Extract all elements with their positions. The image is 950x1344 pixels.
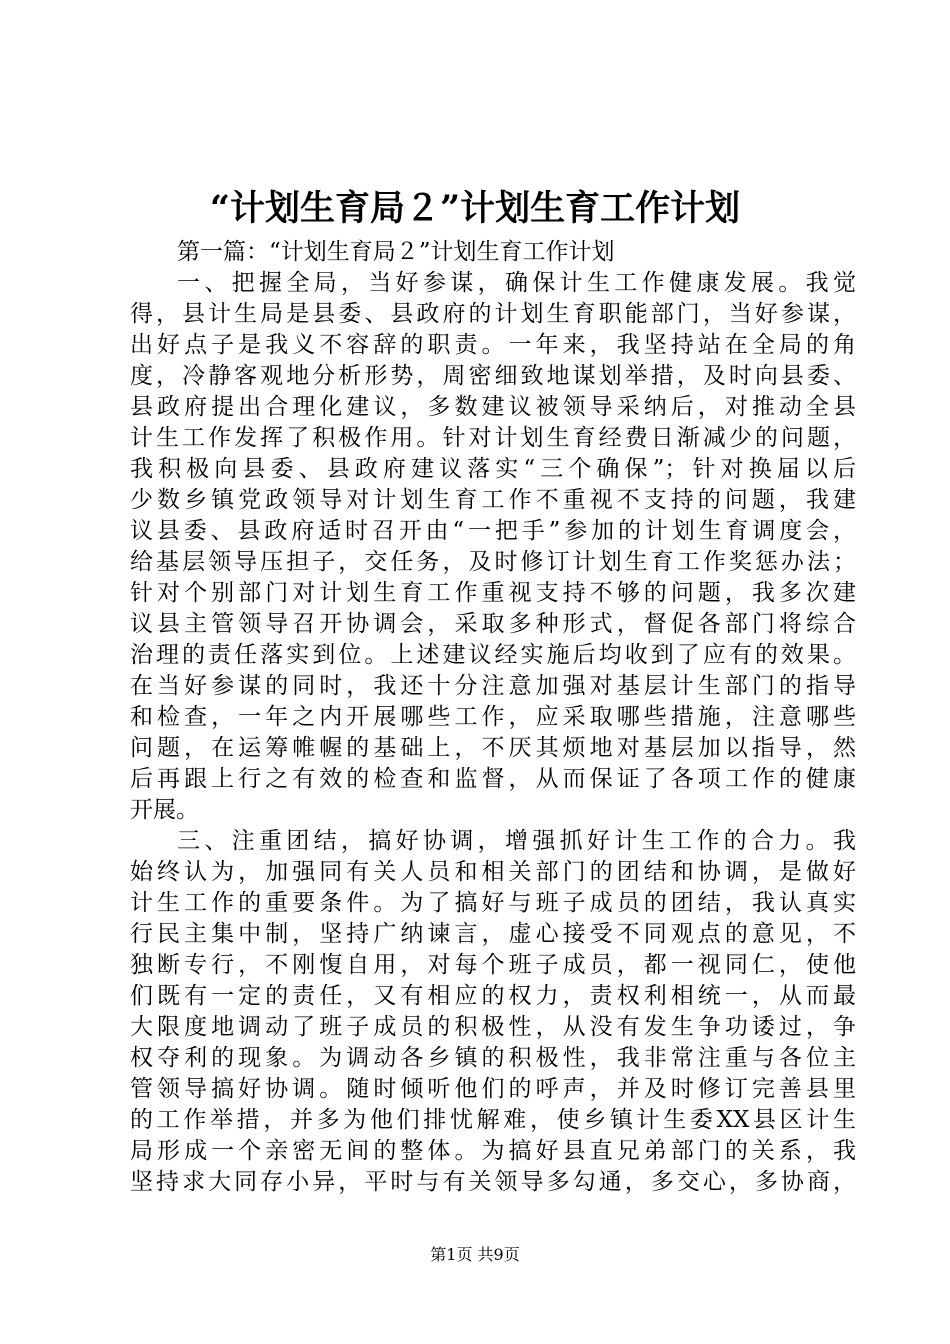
body-line: 局形成一个亲密无间的整体。为搞好县直兄弟部门的关系，我	[130, 1138, 856, 1164]
body-line: 得，县计生局是县委、县政府的计划生育职能部门，当好参谋，	[130, 301, 856, 327]
body-line: 管领导搞好协调。随时倾听他们的呼声，并及时修订完善县里	[130, 1076, 856, 1102]
body-line: 议县主管领导召开协调会，采取多种形式，督促各部门将综合	[130, 611, 856, 637]
body-line: 坚持求大同存小异，平时与有关领导多勾通，多交心，多协商，	[130, 1169, 856, 1195]
body-line: 治理的责任落实到位。上述建议经实施后均收到了应有的效果。	[130, 642, 856, 668]
body-line: 开展。	[130, 797, 199, 823]
body-line: 的工作举措，并多为他们排忧解难，使乡镇计生委XX县区计生	[130, 1107, 856, 1133]
body-line: 三、注重团结，搞好协调，增强抓好计生工作的合力。我	[177, 828, 856, 854]
body-line: 少数乡镇党政领导对计划生育工作不重视不支持的问题，我建	[130, 487, 856, 513]
body-line: 问题，在运筹帷幄的基础上，不厌其烦地对基层加以指导，然	[130, 735, 856, 761]
body-line: 们既有一定的责任，又有相应的权力，责权利相统一，从而最	[130, 983, 856, 1009]
body-line: 行民主集中制，坚持广纳谏言，虚心接受不同观点的意见，不	[130, 921, 856, 947]
chapter-heading: 第一篇：“计划生育局２”计划生育工作计划	[177, 239, 615, 265]
body-line: 出好点子是我义不容辞的职责。一年来，我坚持站在全局的角	[130, 332, 856, 358]
body-line: 给基层领导压担子，交任务，及时修订计划生育工作奖惩办法；	[130, 549, 856, 575]
body-line: 议县委、县政府适时召开由“一把手”参加的计划生育调度会，	[130, 518, 856, 544]
body-line: 和检查，一年之内开展哪些工作，应采取哪些措施，注意哪些	[130, 704, 856, 730]
body-line: 在当好参谋的同时，我还十分注意加强对基层计生部门的指导	[130, 673, 856, 699]
body-line: 针对个别部门对计划生育工作重视支持不够的问题，我多次建	[130, 580, 856, 606]
body-line: 计生工作发挥了积极作用。针对计划生育经费日渐减少的问题，	[130, 425, 856, 451]
body-line: 计生工作的重要条件。为了搞好与班子成员的团结，我认真实	[130, 890, 856, 916]
page-number-footer: 第1页 共9页	[430, 1245, 520, 1264]
body-line: 后再跟上行之有效的检查和监督，从而保证了各项工作的健康	[130, 766, 856, 792]
body-line: 大限度地调动了班子成员的积极性，从没有发生争功诿过，争	[130, 1014, 856, 1040]
body-line: 我积极向县委、县政府建议落实“三个确保”；针对换届以后	[130, 456, 856, 482]
body-line: 始终认为，加强同有关人员和相关部门的团结和协调，是做好	[130, 859, 856, 885]
document-title: “计划生育局２”计划生育工作计划	[209, 188, 741, 229]
body-line: 一、把握全局，当好参谋，确保计生工作健康发展。我觉	[177, 270, 856, 296]
body-line: 独断专行，不刚愎自用，对每个班子成员，都一视同仁，使他	[130, 952, 856, 978]
body-line: 权夺利的现象。为调动各乡镇的积极性，我非常注重与各位主	[130, 1045, 856, 1071]
body-line: 度，冷静客观地分析形势，周密细致地谋划举措，及时向县委、	[130, 363, 856, 389]
body-line: 县政府提出合理化建议，多数建议被领导采纳后，对推动全县	[130, 394, 856, 420]
